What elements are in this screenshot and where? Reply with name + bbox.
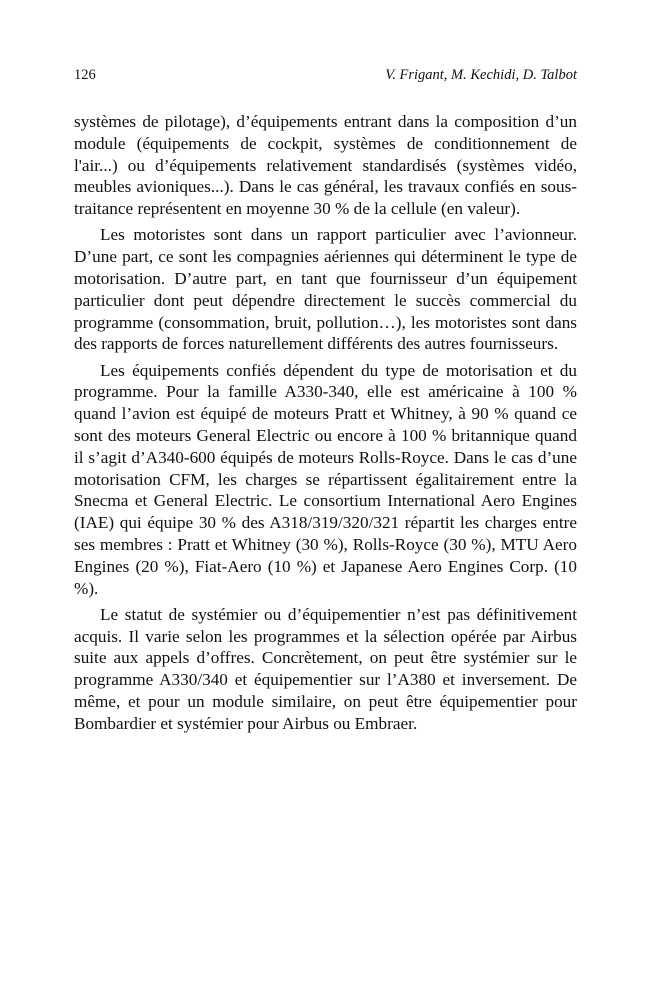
paragraph-statut-systemier: Le statut de systémier ou d’équipementier n’est pas définitivement acquis. Il varie selon les programmes et la sélection opérée par Airbus suite aux appels d’offres. Concrètement, on peut être systémier sur le programme A330/340 et équipementier sur l’A380 et inversement. De même, et pour un module similaire, on peut être équipementier pour Bombardier et systémier pour Airbus ou Embraer. — [74, 604, 577, 733]
paragraph-equipements-motorisation: Les équipements confiés dépendent du type de motorisation et du programme. Pour la famille A330-340, elle est américaine à 100 % quand l’avion est équipé de moteurs Pratt et Whitney, à 90 % quand ce sont des moteurs General Electric ou encore à 100 % britannique quand il s’agit d’A340-600 équipés de moteurs Rolls-Royce. Dans le cas d’une motorisation CFM, les charges se répartissent égalitairement entre la Snecma et General Electric. Le consortium International Aero Engines (IAE) qui équipe 30 % des A318/319/320/321 répartit les charges entre ses membres : Pratt et Whitney (30 %), Rolls-Royce (30 %), MTU Aero Engines (20 %), Fiat-Aero (10 %) et Japanese Aero Engines Corp. (10 %). — [74, 360, 577, 598]
body-text — [74, 111, 577, 739]
running-head-authors: V. Frigant, M. Kechidi, D. Talbot — [385, 67, 577, 83]
paragraph-continued: systèmes de pilotage), d’équipements entrant dans la composition d’un module (équipements de cockpit, systèmes de conditionnement de l'air...) ou d’équipements relativement standardisés (systèmes vidéo, meubles avioniques...). Dans le cas général, les travaux confiés en sous-traitance représentent en moyenne 30 % de la cellule (en valeur). — [74, 112, 577, 219]
paragraph-motoristes: Les motoristes sont dans un rapport particulier avec l’avionneur. D’une part, ce sont les compagnies aériennes qui déterminent le type de motorisation. D’autre part, en tant que fournisseur d’un équipement particulier dont peut dépendre directement le succès commercial du programme (consommation, bruit, pollution…), les motoristes sont dans des rapports de forces naturellement différents des autres fournisseurs. — [74, 225, 577, 354]
page-header — [74, 67, 577, 87]
page-number: 126 — [74, 67, 96, 83]
